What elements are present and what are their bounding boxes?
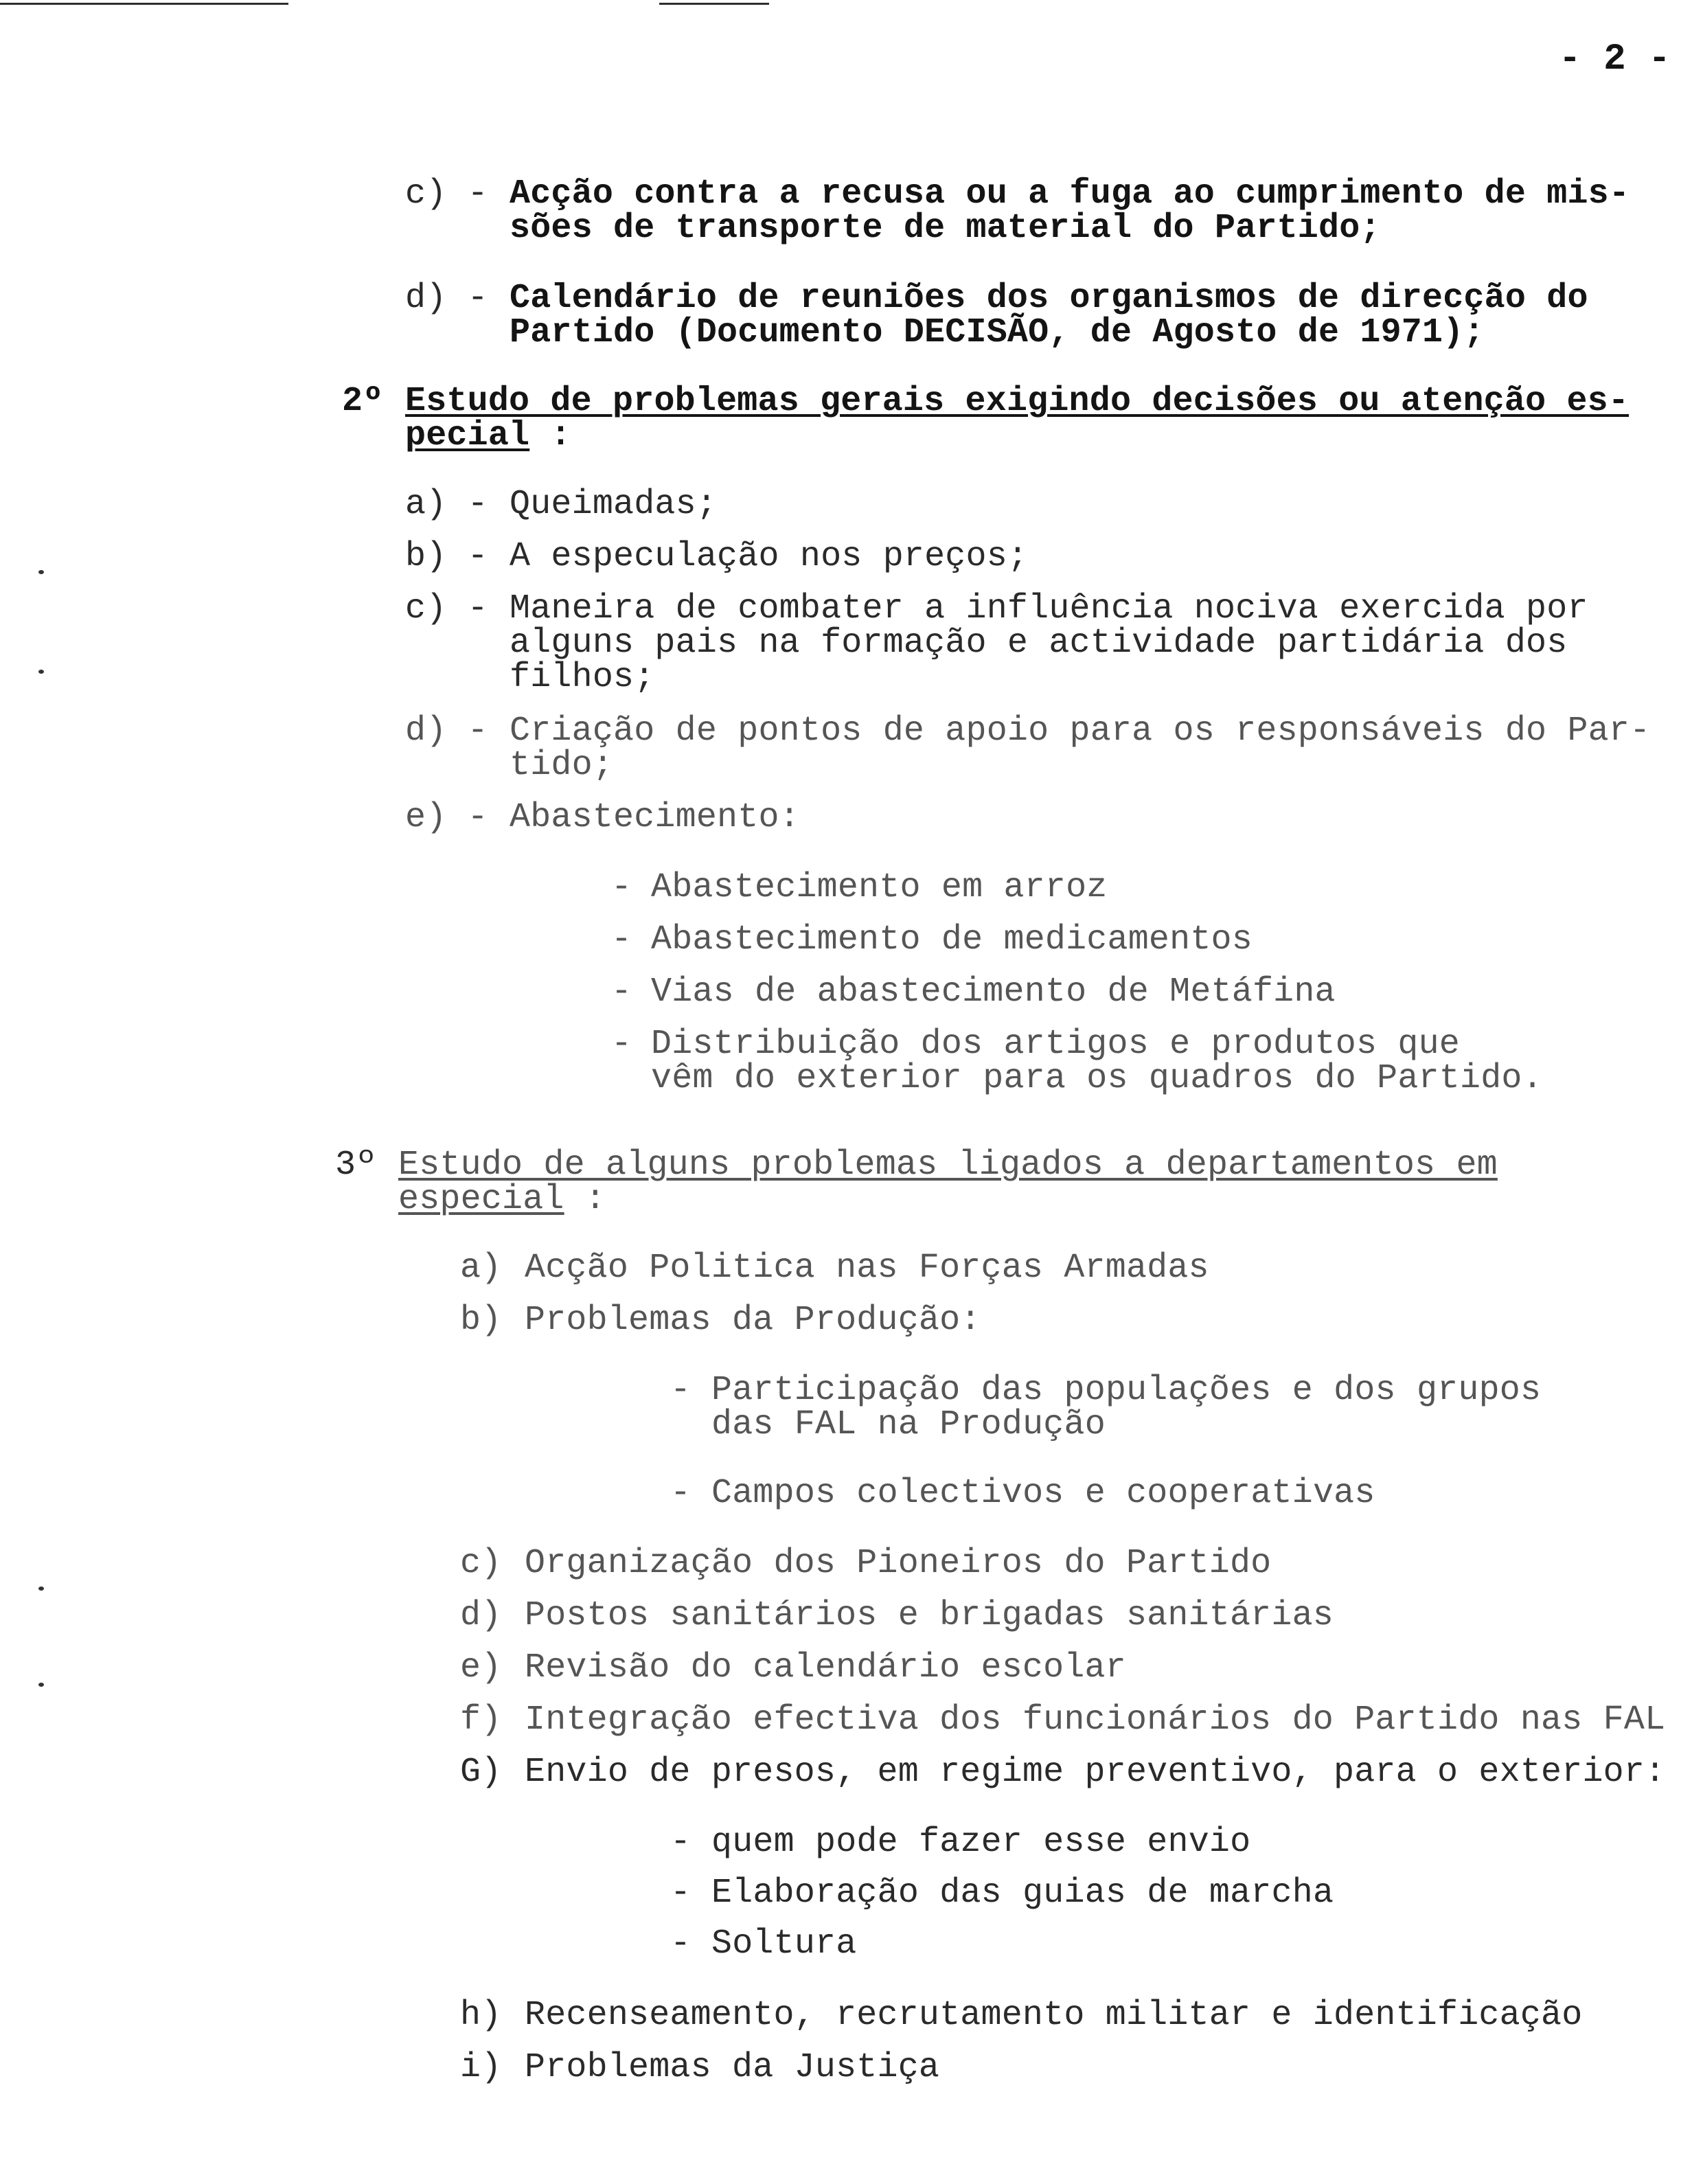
section3-heading-line1: Estudo de alguns problemas ligados a departamentos em xyxy=(398,1146,1498,1185)
s3-item-c-marker: c) xyxy=(460,1544,502,1583)
s3-item-c-text: Organização dos Pioneiros do Partido xyxy=(525,1544,1272,1583)
section2-heading-line2 xyxy=(405,416,571,455)
item-c-marker: c) - xyxy=(405,174,488,214)
s3-item-a-text: Acção Politica nas Forças Armadas xyxy=(525,1249,1209,1288)
s2-item-c-line3: filhos; xyxy=(510,658,655,697)
section3-heading-text: especial xyxy=(398,1180,564,1219)
s2-item-c-line2: alguns pais na formação e actividade partidária dos xyxy=(510,624,1568,663)
s3-item-d-text: Postos sanitários e brigadas sanitárias xyxy=(525,1596,1334,1635)
s3-item-b-text: Problemas da Produção: xyxy=(525,1301,981,1340)
margin-speck xyxy=(38,670,44,674)
prisoner-sub-3-marker: - xyxy=(670,1924,691,1964)
s3-item-f-marker: f) xyxy=(460,1700,502,1740)
prisoner-sub-2-marker: - xyxy=(670,1874,691,1913)
margin-speck xyxy=(38,570,44,574)
section2-heading-text: pecial xyxy=(405,416,530,455)
supply-sub-2-text: Abastecimento de medicamentos xyxy=(651,920,1253,959)
s2-item-e-text: Abastecimento: xyxy=(510,798,800,837)
s3-item-i-marker: i) xyxy=(460,2048,502,2087)
supply-sub-4-marker: - xyxy=(611,1025,632,1064)
production-sub-1-marker: - xyxy=(670,1371,691,1410)
s3-item-h-marker: h) xyxy=(460,1996,502,2035)
s3-item-i-text: Problemas da Justiça xyxy=(525,2048,940,2087)
section2-heading-colon: : xyxy=(529,416,571,455)
s2-item-b-text: A especulação nos preços; xyxy=(510,537,1029,576)
item-c-line2: sões de transporte de material do Partido; xyxy=(510,209,1381,248)
section2-number: 2º xyxy=(342,382,384,421)
item-c-line1: Acção contra a recusa ou a fuga ao cumprimento de mis- xyxy=(510,174,1630,214)
s3-item-e-marker: e) xyxy=(460,1648,502,1687)
production-sub-1-line2: das FAL na Produção xyxy=(711,1405,1106,1444)
item-d-marker: d) - xyxy=(405,279,488,318)
section2-heading-line1: Estudo de problemas gerais exigindo decisões ou atenção es- xyxy=(405,382,1630,421)
s2-item-b-marker: b) - xyxy=(405,537,488,576)
prisoner-sub-1-marker: - xyxy=(670,1823,691,1862)
production-sub-2-text: Campos colectivos e cooperativas xyxy=(711,1474,1375,1513)
s3-item-g-marker: G) xyxy=(460,1753,502,1792)
s3-item-a-marker: a) xyxy=(460,1249,502,1288)
top-rule-left xyxy=(0,3,288,5)
supply-sub-3-text: Vias de abastecimento de Metáfina xyxy=(651,972,1336,1012)
s2-item-a-marker: a) - xyxy=(405,485,488,524)
s2-item-d-line2: tido; xyxy=(510,746,614,785)
margin-speck xyxy=(38,1683,44,1687)
production-sub-2-marker: - xyxy=(670,1474,691,1513)
top-rule-right xyxy=(659,3,769,5)
section3-heading-colon: : xyxy=(564,1180,606,1219)
s2-item-e-marker: e) - xyxy=(405,798,488,837)
prisoner-sub-1-text: quem pode fazer esse envio xyxy=(711,1823,1251,1862)
supply-sub-4-line2: vêm do exterior para os quadros do Partido. xyxy=(651,1059,1543,1098)
s3-item-d-marker: d) xyxy=(460,1596,502,1635)
s2-item-d-line1: Criação de pontos de apoio para os responsáveis do Par- xyxy=(510,712,1651,751)
item-d-line2: Partido (Documento DECISÃO, de Agosto de 1971); xyxy=(510,313,1485,352)
s2-item-c-line1: Maneira de combater a influência nociva exercida por xyxy=(510,589,1588,628)
s3-item-g-text: Envio de presos, em regime preventivo, para o exterior: xyxy=(525,1753,1666,1792)
supply-sub-4-line1: Distribuição dos artigos e produtos que xyxy=(651,1025,1460,1064)
production-sub-1-line1: Participação das populações e dos grupos xyxy=(711,1371,1542,1410)
prisoner-sub-3-text: Soltura xyxy=(711,1924,857,1964)
page-number: - 2 - xyxy=(1559,38,1671,80)
s3-item-e-text: Revisão do calendário escolar xyxy=(525,1648,1126,1687)
supply-sub-3-marker: - xyxy=(611,972,632,1012)
section3-number: 3º xyxy=(335,1146,377,1185)
supply-sub-1-marker: - xyxy=(611,868,632,907)
prisoner-sub-2-text: Elaboração das guias de marcha xyxy=(711,1874,1334,1913)
s2-item-c-marker: c) - xyxy=(405,589,488,628)
s2-item-d-marker: d) - xyxy=(405,712,488,751)
supply-sub-1-text: Abastecimento em arroz xyxy=(651,868,1108,907)
supply-sub-2-marker: - xyxy=(611,920,632,959)
s2-item-a-text: Queimadas; xyxy=(510,485,718,524)
section3-heading-line2 xyxy=(398,1180,606,1219)
s3-item-h-text: Recenseamento, recrutamento militar e identificação xyxy=(525,1996,1583,2035)
item-d-line1: Calendário de reuniões dos organismos de direcção do xyxy=(510,279,1588,318)
s3-item-b-marker: b) xyxy=(460,1301,502,1340)
s3-item-f-text: Integração efectiva dos funcionários do Partido nas FAL xyxy=(525,1700,1666,1740)
margin-speck xyxy=(38,1586,44,1591)
